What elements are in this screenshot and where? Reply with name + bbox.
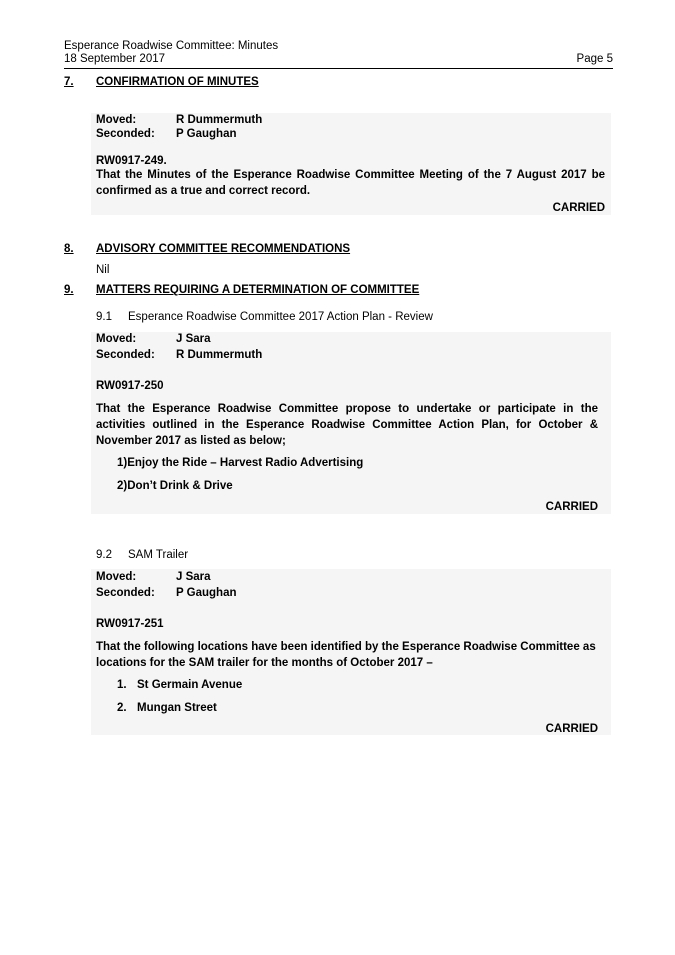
header-divider: [64, 68, 613, 69]
item-9-2-status: CARRIED: [545, 723, 598, 735]
section-9-number: 9.: [64, 284, 74, 296]
section-9-title: MATTERS REQUIRING A DETERMINATION OF COMMITTEE: [96, 284, 420, 296]
moved-label: Moved:: [96, 114, 137, 126]
page-header: [64, 40, 613, 66]
item-9-2-resolution-text: That the following locations have been identified by the Esperance Roadwise Committee as locations for the SAM trailer for the months of October 2017 –: [96, 641, 606, 669]
section-8-number: 8.: [64, 243, 74, 255]
item-9-1-moved: [96, 331, 211, 347]
item-9-1-resolution-id: RW0917-250: [96, 380, 164, 392]
seconded-label: Seconded:: [96, 587, 155, 599]
page-number: Page 5: [576, 53, 613, 65]
section-7-seconded: [96, 126, 237, 142]
list-text: Mungan Street: [137, 702, 217, 714]
item-9-1-status: CARRIED: [545, 501, 598, 513]
list-text: Don’t Drink & Drive: [127, 480, 233, 492]
item-9-2-number: 9.2: [96, 549, 112, 561]
seconded-label: Seconded:: [96, 349, 155, 361]
section-7-title: CONFIRMATION OF MINUTES: [96, 76, 259, 88]
list-marker: 2.: [117, 702, 127, 714]
section-7-status: CARRIED: [552, 202, 605, 214]
moved-label: Moved:: [96, 571, 137, 583]
item-9-1-number: 9.1: [96, 311, 112, 323]
list-marker: 1): [117, 457, 128, 469]
list-item: [117, 478, 233, 494]
seconded-value: R Dummermuth: [176, 349, 263, 361]
moved-label: Moved:: [96, 333, 137, 345]
list-item: [117, 455, 363, 471]
seconded-value: P Gaughan: [176, 128, 237, 140]
moved-value: J Sara: [176, 333, 211, 345]
list-marker: 2): [117, 480, 128, 492]
item-9-2-heading: [96, 549, 188, 561]
section-7-resolution-id: RW0917-249.: [96, 155, 167, 167]
meeting-date: 18 September 2017: [64, 53, 166, 65]
seconded-label: Seconded:: [96, 128, 155, 140]
moved-value: J Sara: [176, 571, 211, 583]
item-9-2-seconded: [96, 585, 237, 601]
list-item: [117, 700, 217, 716]
item-9-2-moved: [96, 569, 211, 585]
section-8-body: Nil: [96, 264, 110, 276]
list-item: [117, 677, 242, 693]
item-9-2-title: SAM Trailer: [128, 549, 189, 561]
list-text: Enjoy the Ride – Harvest Radio Advertising: [127, 457, 364, 469]
section-8-title: ADVISORY COMMITTEE RECOMMENDATIONS: [96, 243, 351, 255]
section-7-number: 7.: [64, 76, 74, 88]
item-9-1-seconded: [96, 347, 262, 363]
section-7-resolution-text: That the Minutes of the Esperance Roadwise Committee Meeting of the 7 August 2017 be confirmed as a true and correct record.: [96, 169, 605, 197]
item-9-1-title: Esperance Roadwise Committee 2017 Action Plan - Review: [128, 311, 433, 323]
list-text: St Germain Avenue: [137, 679, 243, 691]
moved-value: R Dummermuth: [176, 114, 263, 126]
item-9-2-resolution-id: RW0917-251: [96, 618, 164, 630]
seconded-value: P Gaughan: [176, 587, 237, 599]
item-9-1-heading: [96, 311, 433, 323]
list-marker: 1.: [117, 679, 127, 691]
item-9-1-resolution-text: That the Esperance Roadwise Committee propose to undertake or participate in the activities outlined in the Esperance Roadwise Committee Action Plan, for October & November 2017 as listed as below;: [96, 403, 598, 447]
committee-title: Esperance Roadwise Committee: Minutes: [64, 40, 279, 52]
